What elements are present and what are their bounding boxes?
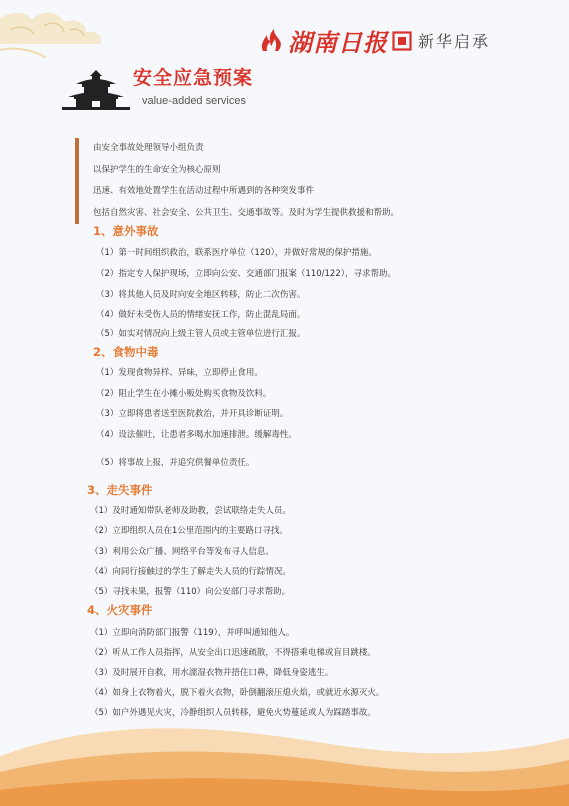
list-item: （2）阻止学生在小摊小贩处购买食物及饮料。 bbox=[96, 389, 272, 399]
section-title-fire: 4、火灾事件 bbox=[87, 603, 153, 617]
list-item: （4）向同行接触过的学生了解走失人员的行踪情况。 bbox=[90, 567, 291, 577]
section-title-food-poisoning: 2、食物中毒 bbox=[93, 345, 159, 359]
page-subtitle: value-added services bbox=[142, 95, 246, 107]
brand-slogan: 新华启承 bbox=[418, 32, 491, 51]
list-item: （5）如实对情况向上级主管人员或主管单位进行汇报。 bbox=[96, 329, 306, 339]
list-item: （1）发现食物异样、异味，立即停止食用。 bbox=[96, 368, 263, 378]
list-item: （3）及时展开自救，用水濡湿衣物并捂住口鼻，降低身姿逃生。 bbox=[90, 668, 334, 678]
brand-header bbox=[258, 23, 490, 58]
bottom-wave-decoration bbox=[0, 686, 569, 806]
intro-line: 迅速、有效地处置学生在活动过程中所遇到的各种突发事件 bbox=[93, 186, 315, 196]
brand-name: 湖南日报 bbox=[288, 28, 388, 57]
list-item: （4）设法催吐，让患者多喝水加速排泄。缓解毒性。 bbox=[96, 430, 297, 440]
list-item: （4）如身上衣物着火，脱下着火衣物，卧倒翻滚压熄火焰，或就近水源灭火。 bbox=[90, 688, 385, 698]
list-item: （1）及时通知带队老师及助教，尝试联络走失人员。 bbox=[90, 506, 291, 516]
cloud-decoration-icon bbox=[0, 0, 120, 70]
list-item: （2）听从工作人员指挥，从安全出口迅速疏散，不得搭乘电梯或盲目跳楼。 bbox=[90, 648, 376, 658]
list-item: （5）寻找未果，报警（110）向公安部门寻求帮助。 bbox=[90, 587, 291, 597]
page-title: 安全应急预案 bbox=[133, 67, 254, 89]
list-item: （2）指定专人保护现场，立即向公安、交通部门报案（110/122），寻求帮助。 bbox=[96, 269, 396, 279]
list-item: （5）如户外遇见火灾，冷静组织人员转移，避免火势蔓延或人为踩踏事故。 bbox=[90, 708, 376, 718]
list-item: （3）立即将患者送至医院救治，并开具诊断证明。 bbox=[96, 409, 289, 419]
intro-line: 以保护学生的生命安全为核心原则 bbox=[93, 164, 221, 175]
intro-line: 包括自然灾害、社会安全、公共卫生、交通事故等。及时为学生提供救援和帮助。 bbox=[93, 207, 400, 218]
list-item: （4）做好未受伤人员的情绪安抚工作，防止混乱局面。 bbox=[96, 310, 306, 320]
intro-line: 由安全事故处理领导小组负责 bbox=[93, 143, 204, 153]
list-item: （3）将其他人员及时向安全地区转移，防止二次伤害。 bbox=[96, 290, 306, 300]
list-item: （1）立即向消防部门报警（119），并呼叫通知他人。 bbox=[90, 628, 295, 638]
list-item: （5）将事故上报，并追究供餐单位责任。 bbox=[96, 458, 255, 468]
list-item: （2）立即组织人员在1公里范围内的主要路口寻找。 bbox=[90, 526, 288, 536]
seal-icon bbox=[392, 31, 412, 51]
intro-block bbox=[75, 138, 513, 224]
pavilion-icon bbox=[62, 68, 130, 110]
flame-logo-icon bbox=[258, 27, 286, 55]
list-item: （3）利用公众广播、网络平台等发布寻人信息。 bbox=[90, 547, 274, 557]
section-title-missing-person: 3、走失事件 bbox=[87, 483, 153, 497]
list-item: （1）第一时间组织救治，联系医疗单位（120），并做好常规的保护措施。 bbox=[96, 248, 377, 258]
section-title-accident: 1、意外事故 bbox=[93, 224, 159, 238]
